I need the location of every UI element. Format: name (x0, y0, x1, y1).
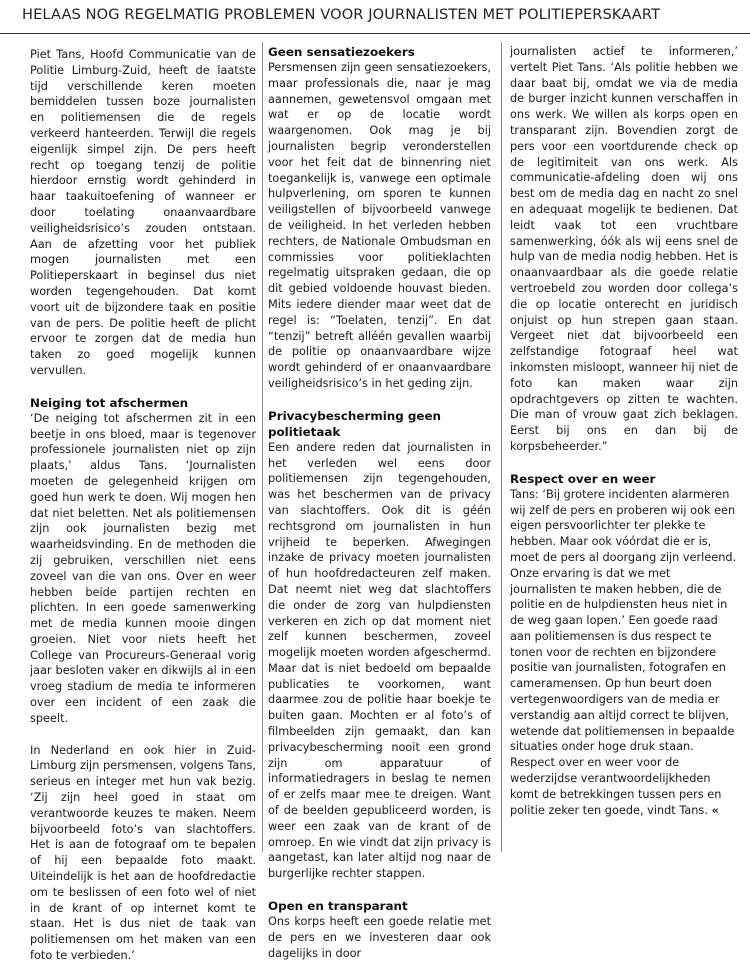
subheading: Privacybescherming geen politietaak (268, 408, 442, 439)
article-headline: HELAAS NOG REGELMATIG PROBLEMEN VOOR JOURNALISTEN MET POLITIEPERSKAART (22, 6, 661, 23)
headline-rule (0, 33, 750, 34)
intro-paragraph: Piet Tans, Hoofd Communicatie van de Politie Limburg-Zuid, heeft de laatste tijd verschillende keren moeten bemiddelen tussen boze journalisten en politiemensen die de regels verkeerd hanteerden. Terwijl die regels eigenlijk simpel zijn. De pers heeft recht op toegang tenzij de politie hierdoor ernstig wordt gehinderd in haar taakuitoefening of wanneer er door toelating onaanvaardbare veiligheidsrisico’s zouden ontstaan. Aan de afzetting voor het publiek mogen journalisten met een Politieperskaart in beginsel dus niet worden tegengehouden. Dat komt voort uit de bijzondere taak en positie van de pers. De politie heeft de plicht ervoor te zorgen dat de media hun taken zo goed mogelijk kunnen vervullen. (30, 48, 256, 377)
body-paragraph: Ons korps heeft een goede relatie met de pers en we investeren daar ook dagelijks in door (268, 915, 491, 960)
column-3 (510, 44, 738, 818)
column-divider (501, 42, 502, 852)
column-2 (268, 44, 491, 961)
column-1 (30, 47, 256, 964)
column-divider (262, 42, 263, 852)
subheading: Neiging tot afschermen (30, 395, 189, 410)
body-paragraph: Persmensen zijn geen sensatiezoekers, maar professionals die, naar je mag aannemen, gewetensvol omgaan met wat er op de locatie wordt waargenomen. Ook mag je bij journalisten begrip veronderstellen voor het feit dat de binnenring niet toegankelijk is, vanwege een optimale hulpverlening, om sporen te kunnen veiligstellen of bijvoorbeeld vanwege de veiligheid. In het verleden hebben rechters, de Nationale Ombudsman en commissies voor politieklachten regelmatig uitspraken gedaan, die op dit gebied voldoende houvast bieden. Mits iedere diender maar weet dat de regel is: “Toelaten, tenzij”. En dat “tenzij” betreft alléén gevallen waarbij de politie op onaanvaardbare wijze wordt gehinderd of er onaanvaardbare veiligheidsrisico’s in het geding zijn. (268, 61, 491, 390)
subheading: Respect over en weer (510, 471, 656, 486)
end-mark: « (711, 803, 719, 817)
body-paragraph: Een andere reden dat journalisten in het verleden wel eens door politiemensen zijn tegengehouden, was het beschermen van de privacy van slachtoffers. Ook dit is géén rechtsgrond om journalisten in hun vrijheid te beperken. Afwegingen inzake de privacy moeten journalisten of hun hoofdredacteuren zelf maken. Dat neemt niet weg dat slachtoffers die onder de zorg van hulpdiensten verkeren en zich op dat moment niet zelf kunnen beschermen, zoveel mogelijk moeten worden afgeschermd. Maar dat is niet bedoeld om bepaalde publicaties te voorkomen, want daarmee zou de politie haar boekje te buiten gaan. Mochten er al foto’s of filmbeelden zijn gemaakt, dan kan privacybescherming nooit een grond zijn om apparatuur of informatiedragers in beslag te nemen of er zelfs maar mee te dreigen. Want of de beelden gepubliceerd worden, is weer een zaak van de krant of de omroep. En wie vindt dat zijn privacy is aangetast, kan later altijd nog naar de burgerlijke rechter stappen. (268, 440, 491, 881)
body-paragraph: ‘De neiging tot afschermen zit in een beetje in ons bloed, maar is tegenover professionele journalisten niet op zijn plaats,’ aldus Tans. ‘Journalisten moeten de gelegenheid krijgen om goed hun werk te doen. Wij mogen hen dat niet beletten. Net als politiemensen zijn ook journalisten bezig met waarheidsvinding. En de methoden die zij gebruiken, verschillen niet eens zoveel van die van ons. Over en weer hebben beide partijen rechten en plichten. In een goede samenwerking met de media kunnen mooie dingen groeien. Niet voor niets heeft het College van Procureurs-Generaal vorig jaar besloten vaker en dikwijls al in een vroeg stadium de media te informeren over een incident of een zaak die speelt. (30, 411, 256, 725)
body-paragraph: In Nederland en ook hier in Zuid-Limburg zijn persmensen, volgens Tans, serieus en integer met hun vak bezig. ‘Zij zijn heel goed in staat om verantwoorde keuzes te maken. Neem bijvoorbeeld foto’s van slachtoffers. Het is aan de fotograaf om te bepalen of hij een bepaalde foto maakt. Uiteindelijk is het aan de hoofdredactie om te beslissen of een foto wel of niet in de krant of op internet komt te staan. Het is dus niet de taak van politiemensen om het maken van een foto te verbieden.’ (30, 743, 256, 963)
body-paragraph: journalisten actief te informeren,’ vertelt Piet Tans. ‘Als politie hebben we daar baat bij, omdat we via de media de burger inzicht kunnen verschaffen in ons werk. We willen als korps open en transparant zijn. Bovendien zorgt de pers voor een voortdurende check op de legitimiteit van ons werk. Als communicatie-afdeling doen wij ons best om de media dag en nacht zo snel en adequaat mogelijk te bedienen. Dat leidt vaak tot een vruchtbare samenwerking, óók als wij eens snel de hulp van de media nodig hebben. Het is onaanvaardbaar als die goede relatie vertroebeld zou worden door collega’s die op locatie onterecht en juridisch onjuist op hun strepen gaan staan. Vergeet niet dat bijvoorbeeld een zelfstandige fotograaf heel wat inkomsten misloopt, wanneer hij niet de foto kan maken waar zijn opdrachtgevers op zitten te wachten. Die man of vrouw gaat zich beklagen. Eerst bij ons en dan bij de korpsbeheerder.” (510, 45, 738, 453)
subheading: Open en transparant (268, 899, 408, 914)
subheading: Geen sensatiezoekers (268, 45, 415, 59)
body-paragraph (510, 487, 738, 819)
body-text: Tans: ‘Bij grotere incidenten alarmeren wij zelf de pers en proberen wij ook een eigen persvoorlichter ter plekke te hebben. Maar ook vóórdat die er is, moet de pers al doorgang zijn verleend. Onze ervaring is dat we met journalisten te maken hebben, die de politie en de hulpdiensten heus niet in de weg gaan lopen.’ Een goede raad aan politiemensen is dus respect te tonen voor de rechten en bijzondere positie van journalisten, fotografen en cameramensen. Op hun beurt doen vertegenwoordigers van de media er verstandig aan altijd correct te blijven, wetende dat politiemensen in bepaalde situaties onder hoge druk staan. Respect over en weer voor de wederzijdse verantwoordelijkheden komt de betrekkingen tussen pers en politie zeker ten goede, vindt Tans. (510, 487, 737, 817)
